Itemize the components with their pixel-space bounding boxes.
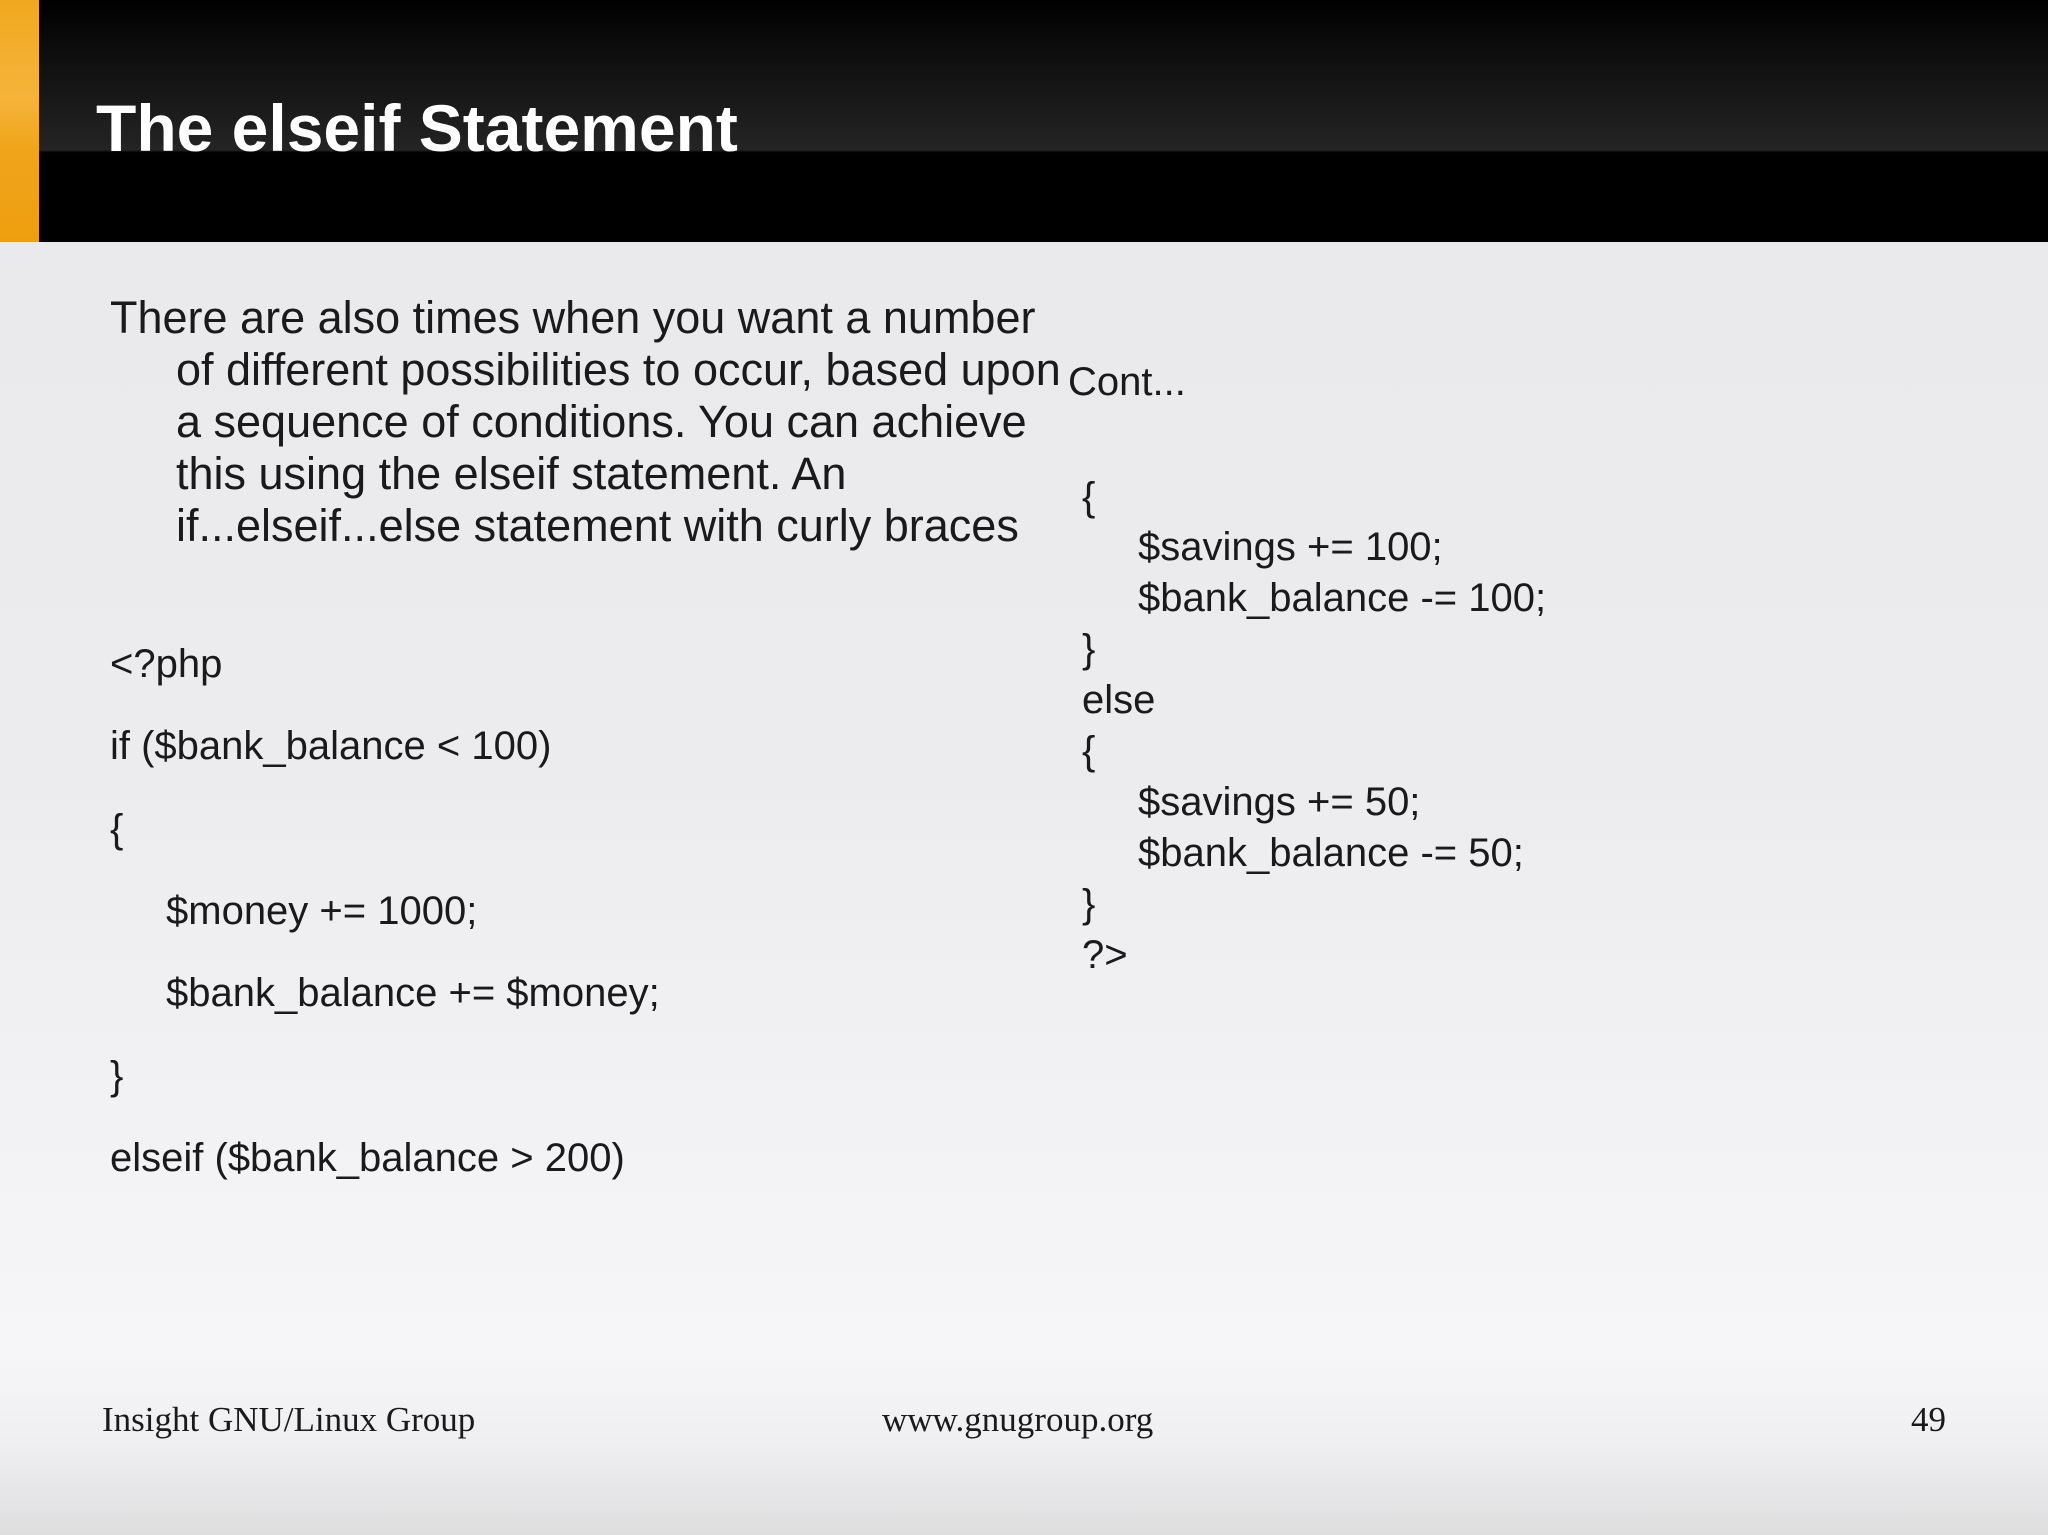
code-line: if ($bank_balance < 100) — [110, 724, 552, 768]
continuation-label: Cont... — [1068, 360, 1186, 404]
code-line: $bank_balance -= 50; — [1138, 831, 1524, 875]
code-line: { — [110, 807, 124, 851]
code-line: ?> — [1082, 933, 1128, 977]
code-line: } — [1082, 627, 1096, 671]
code-line: } — [110, 1054, 124, 1098]
footer-website: www.gnugroup.org — [882, 1400, 1154, 1439]
code-line: else — [1082, 678, 1156, 722]
code-line: $savings += 50; — [1138, 780, 1421, 824]
code-line: <?php — [110, 642, 223, 686]
code-line: $bank_balance += $money; — [166, 971, 660, 1015]
slide-title: The elseif Statement — [96, 91, 738, 165]
code-line: $savings += 100; — [1138, 525, 1443, 569]
slide-header — [0, 0, 2048, 242]
code-line: } — [1082, 882, 1096, 926]
footer-organization: Insight GNU/Linux Group — [102, 1400, 476, 1439]
footer-page-number: 49 — [1911, 1400, 1946, 1439]
intro-paragraph: There are also times when you want a number of different possibilities to occur, based upon a sequence of conditions. You can achieve this using the elseif statement. An if...elseif...else statement with curly braces — [110, 292, 1061, 551]
code-line: elseif ($bank_balance > 200) — [110, 1136, 625, 1180]
code-line: { — [1082, 475, 1096, 519]
code-line: $money += 1000; — [166, 889, 478, 933]
code-line: { — [1082, 729, 1096, 773]
accent-bar — [0, 0, 39, 242]
code-line: $bank_balance -= 100; — [1138, 576, 1547, 620]
